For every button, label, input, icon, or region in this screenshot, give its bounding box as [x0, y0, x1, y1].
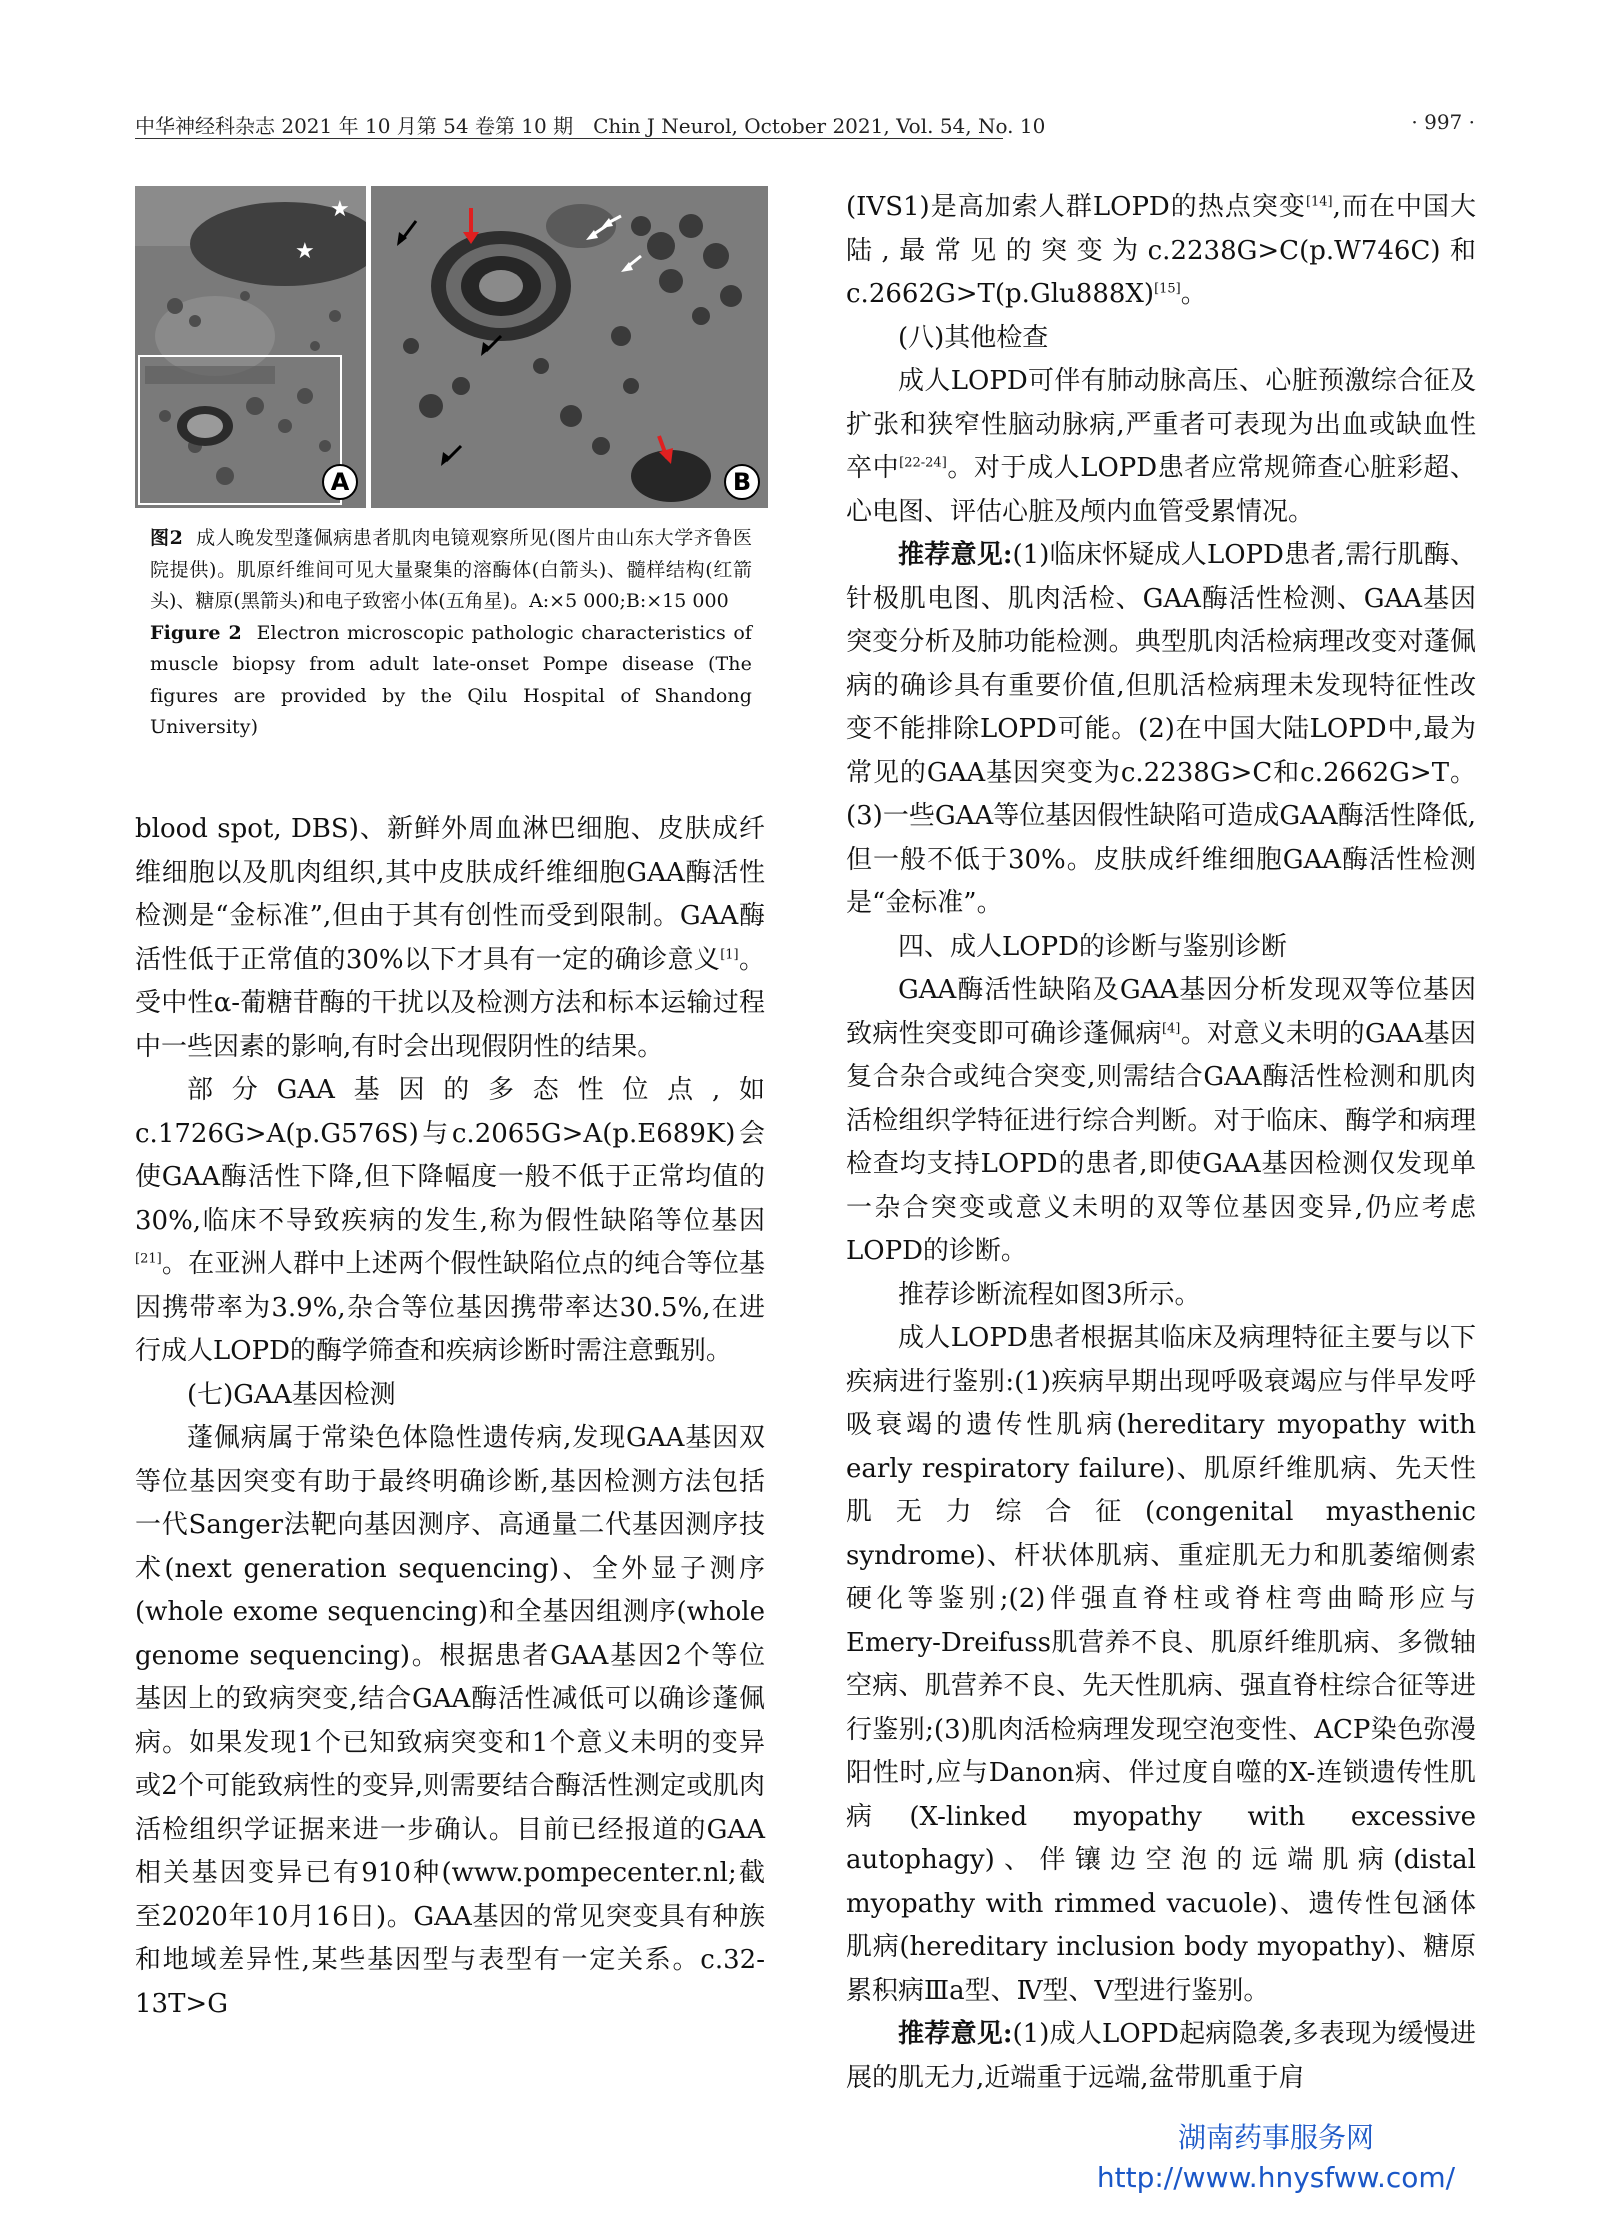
watermark-url: http://www.hnysfww.com/ [1096, 2161, 1456, 2194]
paragraph: 推荐诊断流程如图3所示。 [898, 1279, 1201, 1310]
left-column [135, 808, 765, 2026]
panel-b-label: B [724, 464, 760, 500]
citation: [14] [1305, 194, 1333, 210]
citation: [21] [135, 1251, 162, 1267]
recommendation: 推荐意见:(1)成人LOPD起病隐袭,多表现为缓慢进展的肌无力,近端重于远端,盆带肌重于肩 [846, 2019, 1477, 2093]
micrograph-a-image [135, 186, 366, 508]
recommendation: 推荐意见:(1)临床怀疑成人LOPD患者,需行肌酶、针极肌电图、肌肉活检、GAA酶活性检测、GAA基因突变分析及肺功能检测。典型肌肉活检病理改变对蓬佩病的确诊具有重要价值,但肌活检病理未发现特征性改变不能排除LOPD可能。(2)在中国大陆LOPD中,最为常见的GAA基因突变为c.2238G>C和c.2662G>T。(3)一些GAA等位基因假性缺陷可造成GAA酶活性降低,但一般不低于30%。皮肤成纤维细胞GAA酶活性检测是“金标准”。 [846, 540, 1477, 918]
watermark [1076, 2118, 1476, 2198]
paragraph: (IVS1)是高加索人群LOPD的热点突变[14],而在中国大陆,最常见的突变为c.2238G>C(p.W746C)和c.2662G>T(p.Glu888X)[15]。 [846, 192, 1477, 309]
recommendation-label: 推荐意见: [898, 2019, 1013, 2049]
watermark-site-name: 湖南药事服务网 [1177, 2121, 1374, 2154]
running-header [135, 104, 1475, 144]
section-heading: (七)GAA基因检测 [187, 1379, 396, 1410]
paragraph: 部分GAA基因的多态性位点,如c.1726G>A(p.G576S)与c.2065G>A(p.E689K)会使GAA酶活性下降,但下降幅度一般不低于正常均值的30%,临床不导致疾病的发生,称为假性缺陷等位基因[21]。在亚洲人群中上述两个假性缺陷位点的纯合等位基因携带率为3.9%,杂合等位基因携带率达30.5%,在进行成人LOPD的酶学筛查和疾病诊断时需注意甄别。 [135, 1075, 765, 1366]
citation: [15] [1154, 281, 1181, 297]
citation: [1] [720, 946, 739, 962]
paragraph: 蓬佩病属于常染色体隐性遗传病,发现GAA基因双等位基因突变有助于最终明确诊断,基因检测方法包括一代Sanger法靶向基因测序、高通量二代基因测序技术(next generation sequencing)、全外显子测序(whole exome sequencing)和全基因组测序(whole genome sequencing)。根据患者GAA基因2个等位基因上的致病突变,结合GAA酶活性减低可以确诊蓬佩病。如果发现1个已知致病突变和1个意义未明的变异或2个可能致病性的变异,则需要结合酶活性测定或肌肉活检组织学证据来进一步确认。目前已经报道的GAA相关基因变异已有910种(www.pompecenter.nl;截至2020年10月16日)。GAA基因的常见突变具有种族和地域差异性,某些基因型与表型有一定关系。c.32-13T>G [135, 1423, 765, 2019]
section-heading: 四、成人LOPD的诊断与鉴别诊断 [898, 931, 1287, 962]
svg-text:★: ★ [330, 197, 350, 222]
figure-caption [150, 523, 752, 744]
paragraph: GAA酶活性缺陷及GAA基因分析发现双等位基因致病性突变即可确诊蓬佩病[4]。对意义未明的GAA基因复合杂合或纯合突变,则需结合GAA酶活性检测和肌肉活检组织学特征进行综合判断。对于临床、酶学和病理检查均支持LOPD的患者,即使GAA基因检测仅发现单一杂合突变或意义未明的双等位基因变异,仍应考虑LOPD的诊断。 [846, 975, 1476, 1266]
panel-a-label: A [322, 464, 358, 500]
paragraph: 成人LOPD患者根据其临床及病理特征主要与以下疾病进行鉴别:(1)疾病早期出现呼吸衰竭应与伴早发呼吸衰竭的遗传性肌病(hereditary myopathy with early respiratory failure)、肌原纤维肌病、先天性肌无力综合征(congenital myasthenic syndrome)、杆状体肌病、重症肌无力和肌萎缩侧索硬化等鉴别;(2)伴强直脊柱或脊柱弯曲畸形应与Emery-Dreifuss肌营养不良、肌原纤维肌病、多微轴空病、肌营养不良、先天性肌病、强直脊柱综合征等进行鉴别;(3)肌肉活检病理发现空泡变性、ACP染色弥漫阳性时,应与Danon病、伴过度自噬的X-连锁遗传性肌病(X-linked myopathy with excessive autophagy)、伴镶边空泡的远端肌病(distal myopathy with rimmed vacuole)、遗传性包涵体肌病(hereditary inclusion body myopathy)、糖原累积病Ⅲa型、Ⅳ型、Ⅴ型进行鉴别。 [846, 1323, 1476, 2006]
paragraph: blood spot, DBS)、新鲜外周血淋巴细胞、皮肤成纤维细胞以及肌肉组织,其中皮肤成纤维细胞GAA酶活性检测是“金标准”,但由于其有创性而受到限制。GAA酶活性低于正常值的30%以下才具有一定的确诊意义[1]。受中性α-葡糖苷酶的干扰以及检测方法和标本运输过程中一些因素的影响,有时会出现假阴性的结果。 [135, 814, 765, 1062]
section-heading: (八)其他检查 [898, 322, 1049, 353]
page-number: · 997 · [1411, 110, 1475, 134]
micrograph-b-image [371, 186, 768, 508]
caption-cn-label: 图2 [150, 527, 183, 549]
citation: [22-24] [899, 455, 947, 471]
header-rule [135, 138, 1003, 139]
caption-cn-text: 成人晚发型蓬佩病患者肌肉电镜观察所见(图片由山东大学齐鲁医院提供)。肌原纤维间可见大量聚集的溶酶体(白箭头)、髓样结构(红箭头)、糖原(黑箭头)和电子致密小体(五角星)。A:×5 000;B:×15 000 [150, 527, 752, 612]
citation: [4] [1161, 1020, 1181, 1036]
right-column [846, 186, 1476, 2100]
svg-text:★: ★ [295, 239, 315, 264]
caption-en-text: Electron microscopic pathologic characteristics of muscle biopsy from adult late-onset Pompe disease (The figures are provided by the Qilu Hospital of Shandong University) [150, 621, 752, 738]
paragraph: 成人LOPD可伴有肺动脉高压、心脏预激综合征及扩张和狭窄性脑动脉病,严重者可表现为出血或缺血性卒中[22-24]。对于成人LOPD患者应常规筛查心脏彩超、心电图、评估心脏及颅内血管受累情况。 [846, 366, 1476, 527]
caption-en-label: Figure 2 [150, 621, 242, 644]
micrograph-panel-b [371, 186, 768, 508]
micrograph-panel-a [135, 186, 366, 508]
figure-2 [135, 186, 768, 508]
journal-citation: 中华神经科杂志 2021 年 10 月第 54 卷第 10 期 Chin J Neurol, October 2021, Vol. 54, No. 10 [135, 114, 1046, 138]
recommendation-label: 推荐意见: [898, 540, 1013, 570]
